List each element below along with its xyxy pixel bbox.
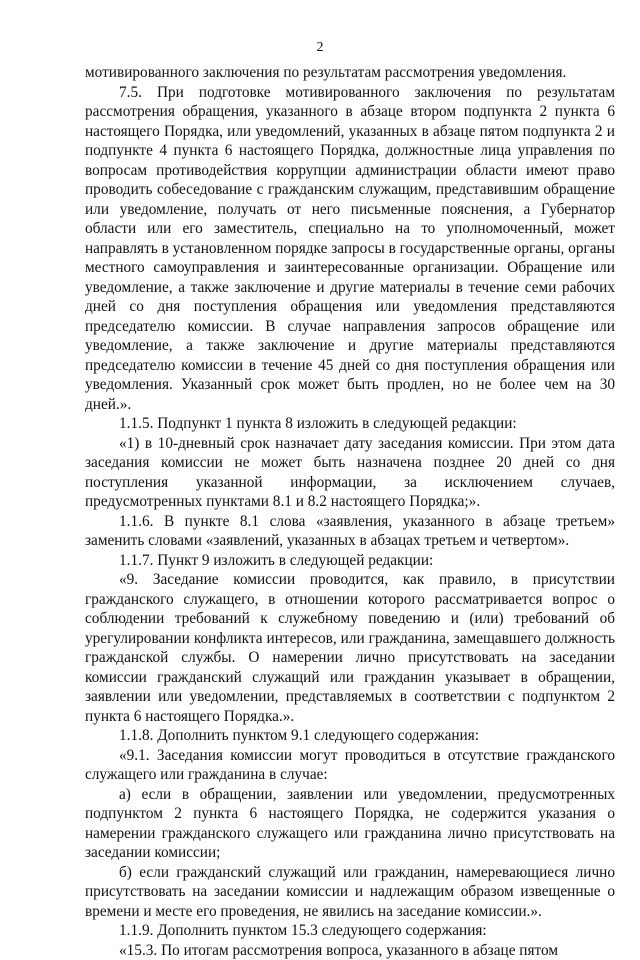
paragraph-point-9-1: «9.1. Заседания комиссии могут проводиться в отсутствие гражданского служащего или гражданина в случае: [85, 746, 615, 785]
paragraph-item-b: б) если гражданский служащий или гражданин, намеревающиеся лично присутствовать на заседании комиссии и надлежащим образом извещенные о времени и месте его проведения, не явились на заседание комиссии.». [85, 863, 615, 922]
paragraph-continuation: мотивированного заключения по результатам рассмотрения уведомления. [85, 63, 615, 83]
paragraph-point-15-3: «15.3. По итогам рассмотрения вопроса, указанного в абзаце пятом [85, 941, 615, 960]
document-body [85, 63, 615, 960]
paragraph-1-1-9: 1.1.9. Дополнить пунктом 15.3 следующего содержания: [85, 921, 615, 941]
page-number: 2 [0, 40, 640, 56]
paragraph-1-1-5: 1.1.5. Подпункт 1 пункта 8 изложить в следующей редакции: [85, 414, 615, 434]
paragraph-1-1-6: 1.1.6. В пункте 8.1 слова «заявления, указанного в абзаце третьем» заменить словами «заявлений, указанных в абзацах третьем и четвертом». [85, 512, 615, 551]
paragraph-subpoint-1: «1) в 10-дневный срок назначает дату заседания комиссии. При этом дата заседания комиссии не может быть назначена позднее 20 дней со дня поступления указанной информации, за исключением случаев, предусмотренных пунктами 8.1 и 8.2 настоящего Порядка;». [85, 434, 615, 512]
paragraph-7-5: 7.5. При подготовке мотивированного заключения по результатам рассмотрения обращения, указанного в абзаце втором подпункта 2 пункта 6 настоящего Порядка, или уведомлений, указанных в абзаце пятом подпункта 2 и подпункте 4 пункта 6 настоящего Порядка, должностные лица управления по вопросам противодействия коррупции администрации области имеют право проводить собеседование с гражданским служащим, представившим обращение или уведомление, получать от него письменные пояснения, а Губернатор области или его заместитель, специально на то уполномоченный, может направлять в установленном порядке запросы в государственные органы, органы местного самоуправления и заинтересованные организации. Обращение или уведомление, а также заключение и другие материалы в течение семи рабочих дней со дня поступления обращения или уведомления представляются председателю комиссии. В случае направления запросов обращение или уведомление, а также заключение и другие материалы представляются председателю комиссии в течение 45 дней со дня поступления обращения или уведомления. Указанный срок может быть продлен, но не более чем на 30 дней.». [85, 83, 615, 415]
paragraph-point-9: «9. Заседание комиссии проводится, как правило, в присутствии гражданского служащего, в отношении которого рассматривается вопрос о соблюдении требований к служебному поведению и (или) требований об урегулировании конфликта интересов, или гражданина, замещавшего должность гражданской службы. О намерении лично присутствовать на заседании комиссии гражданский служащий или гражданин указывает в обращении, заявлении или уведомлении, представляемых в соответствии с подпунктом 2 пункта 6 настоящего Порядка.». [85, 570, 615, 726]
paragraph-item-a: а) если в обращении, заявлении или уведомлении, предусмотренных подпунктом 2 пункта 6 настоящего Порядка, не содержится указания о намерении гражданского служащего или гражданина лично присутствовать на заседании комиссии; [85, 785, 615, 863]
paragraph-1-1-8: 1.1.8. Дополнить пунктом 9.1 следующего содержания: [85, 726, 615, 746]
paragraph-1-1-7: 1.1.7. Пункт 9 изложить в следующей редакции: [85, 551, 615, 571]
